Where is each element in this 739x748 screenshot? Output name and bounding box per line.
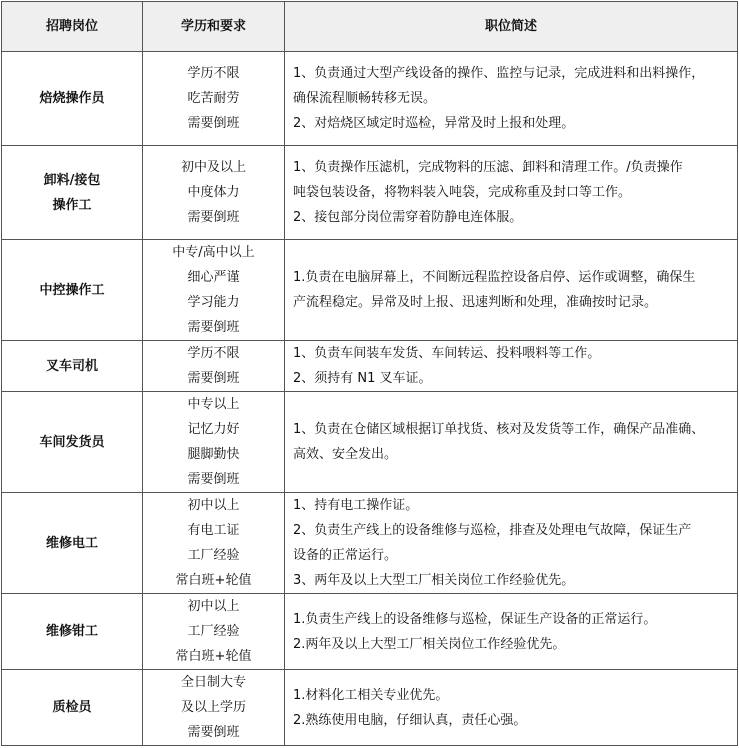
job-position-cell	[2, 341, 143, 392]
table-row	[2, 341, 738, 392]
job-position-cell	[2, 594, 143, 670]
requirement-item: 初中以上	[187, 599, 240, 614]
description-line: 高效、安全发出。	[293, 447, 398, 462]
requirement-item: 及以上学历	[180, 700, 246, 715]
table-row	[2, 493, 738, 594]
requirement-item: 全日制大专	[180, 675, 246, 690]
job-requirements-cell	[143, 392, 285, 493]
description-line: 3、两年及以上大型工厂相关岗位工作经验优先。	[293, 573, 575, 588]
description-line: 吨袋包装设备，将物料装入吨袋，完成称重及封口等工作。	[293, 185, 632, 200]
table-row	[2, 594, 738, 670]
requirement-item: 初中以上	[187, 498, 240, 513]
header-requirements: 学历和要求	[143, 2, 285, 52]
job-description-cell	[285, 594, 738, 670]
job-position-text: 维修电工	[45, 535, 98, 551]
job-position-cell	[2, 146, 143, 240]
description-line: 1.材料化工相关专业优先。	[293, 687, 449, 703]
requirement-item: 需要倒班	[187, 472, 240, 487]
requirement-item: 初中及以上	[180, 160, 246, 175]
job-position-cell	[2, 670, 143, 746]
requirement-item: 需要倒班	[187, 320, 240, 335]
job-table	[1, 1, 738, 746]
job-requirements-cell	[143, 594, 285, 670]
header-description: 职位简述	[285, 2, 738, 52]
description-line: 1、负责车间装车发货、车间转运、投料喂料等工作。	[293, 346, 601, 361]
job-description-cell	[285, 240, 738, 341]
job-position-cell	[2, 392, 143, 493]
job-position-text: 叉车司机	[45, 358, 98, 374]
requirement-item: 常白班+轮值	[175, 573, 252, 588]
requirement-item: 学习能力	[187, 295, 240, 310]
description-line: 1、负责通过大型产线设备的操作、监控与记录，完成进料和出料操作，	[293, 66, 705, 81]
job-requirements-cell	[143, 493, 285, 594]
requirement-item: 需要倒班	[187, 210, 240, 225]
requirement-item: 学历不限	[187, 346, 240, 361]
description-line: 2、负责生产线上的设备维修与巡检，排查及处理电气故障，保证生产	[293, 523, 692, 538]
job-position-cell	[2, 52, 143, 146]
requirement-item: 学历不限	[187, 66, 240, 81]
job-position-text: 维修钳工	[45, 624, 98, 639]
description-line: 1.负责生产线上的设备维修与巡检，保证生产设备的正常运行。	[293, 611, 657, 627]
job-position-text: 卸料/接包	[43, 172, 101, 188]
job-requirements-cell	[143, 52, 285, 146]
description-line: 2.熟练使用电脑，仔细认真，责任心强。	[293, 712, 527, 728]
description-line: 2、须持有 N1 叉车证。	[293, 371, 432, 386]
description-line: 1.负责在电脑屏幕上，不间断远程监控设备启停、运作或调整，确保生	[293, 270, 696, 285]
requirement-item: 需要倒班	[187, 371, 240, 386]
table-row	[2, 52, 738, 146]
header-row	[2, 2, 738, 52]
requirement-item: 工厂经验	[187, 548, 240, 563]
job-description-cell	[285, 341, 738, 392]
requirement-item: 常白班+轮值	[175, 649, 252, 664]
job-description-cell	[285, 493, 738, 594]
job-requirements-cell	[143, 240, 285, 341]
requirement-item: 中专/高中以上	[172, 245, 255, 260]
description-line: 1、负责操作压滤机，完成物料的压滤、卸料和清理工作。/负责操作	[293, 160, 683, 175]
job-position-text: 车间发货员	[39, 434, 105, 450]
job-description-cell	[285, 670, 738, 746]
table-row	[2, 240, 738, 341]
table-row	[2, 670, 738, 746]
requirement-item: 记忆力好	[187, 422, 240, 437]
job-position-text: 质检员	[52, 700, 92, 715]
requirement-item: 吃苦耐劳	[187, 91, 240, 106]
requirement-item: 腿脚勤快	[187, 447, 240, 462]
job-requirements-cell	[143, 146, 285, 240]
requirement-item: 细心严谨	[187, 270, 240, 285]
requirement-item: 有电工证	[187, 523, 240, 538]
table-row	[2, 392, 738, 493]
job-description-cell	[285, 52, 738, 146]
requirement-item: 工厂经验	[187, 624, 240, 639]
description-line: 1、持有电工操作证。	[293, 498, 419, 513]
job-requirements-cell	[143, 341, 285, 392]
table-header	[2, 2, 738, 52]
description-line: 设备的正常运行。	[293, 548, 398, 563]
description-line: 2、对焙烧区域定时巡检，异常及时上报和处理。	[293, 116, 575, 131]
description-line: 2、接包部分岗位需穿着防静电连体服。	[293, 210, 523, 225]
table-body	[2, 52, 738, 746]
requirement-item: 中度体力	[187, 185, 240, 200]
job-requirements-cell	[143, 670, 285, 746]
job-position-text: 中控操作工	[39, 282, 105, 298]
requirement-item: 需要倒班	[187, 116, 240, 131]
description-line: 1、负责在仓储区域根据订单找货、核对及发货等工作，确保产品准确、	[293, 422, 705, 437]
job-position-cell	[2, 240, 143, 341]
requirement-item: 中专以上	[187, 397, 240, 412]
job-position-text: 操作工	[52, 197, 92, 213]
description-line: 2.两年及以上大型工厂相关岗位工作经验优先。	[293, 636, 566, 652]
job-position-cell	[2, 493, 143, 594]
job-description-cell	[285, 392, 738, 493]
description-line: 产流程稳定。异常及时上报、迅速判断和处理，准确按时记录。	[293, 295, 658, 310]
description-line: 确保流程顺畅转移无误。	[293, 91, 437, 106]
header-position: 招聘岗位	[2, 2, 143, 52]
table-row	[2, 146, 738, 240]
job-description-cell	[285, 146, 738, 240]
job-position-text: 焙烧操作员	[39, 91, 105, 106]
requirement-item: 需要倒班	[187, 725, 240, 740]
